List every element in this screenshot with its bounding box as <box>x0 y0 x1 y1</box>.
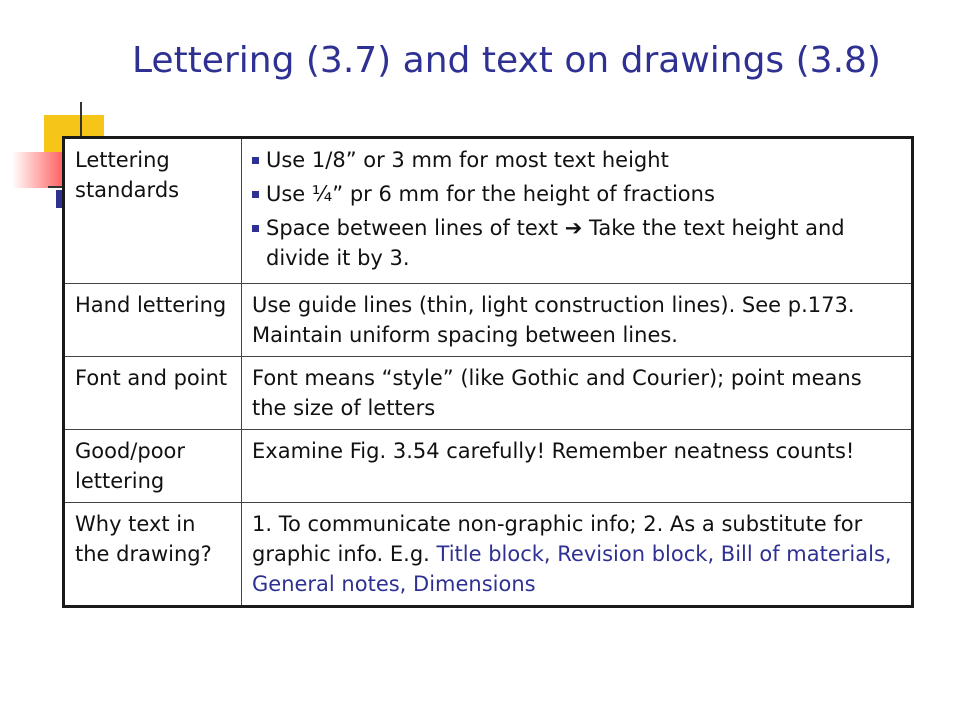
slide-title: Lettering (3.7) and text on drawings (3.8) <box>132 40 881 81</box>
row-content: Use guide lines (thin, light construction lines). See p.173. Maintain uniform spacing between lines. <box>242 284 913 357</box>
arrow-right-icon: ➔ <box>564 216 583 240</box>
table-row <box>64 430 913 503</box>
list-item-text: Space between lines of text <box>266 216 559 240</box>
row-label: Font and point <box>64 357 242 430</box>
row-text: 1. To communicate non-graphic info; 2. As a substitute for graphic info. E.g. <box>252 512 863 566</box>
row-highlight: Title block, Revision block, Bill of materials, General notes, Dimensions <box>252 542 892 596</box>
row-label: Hand lettering <box>64 284 242 357</box>
content-table <box>62 136 914 608</box>
table-row <box>64 138 913 284</box>
row-label: Why text in the drawing? <box>64 503 242 607</box>
row-content <box>242 138 913 284</box>
list-item: Use 1/8” or 3 mm for most text height <box>252 145 901 175</box>
row-content: Font means “style” (like Gothic and Courier); point means the size of letters <box>242 357 913 430</box>
table-row <box>64 503 913 607</box>
row-label: Lettering standards <box>64 138 242 284</box>
row-content <box>242 503 913 607</box>
list-item <box>252 213 901 273</box>
row-content: Examine Fig. 3.54 carefully! Remember neatness counts! <box>242 430 913 503</box>
table-row <box>64 284 913 357</box>
bullet-list <box>252 145 901 273</box>
list-item: Use ¼” pr 6 mm for the height of fractions <box>252 179 901 209</box>
row-label: Good/poor lettering <box>64 430 242 503</box>
list-item-text: Take the text height and divide it by 3. <box>266 216 845 270</box>
table-row <box>64 357 913 430</box>
